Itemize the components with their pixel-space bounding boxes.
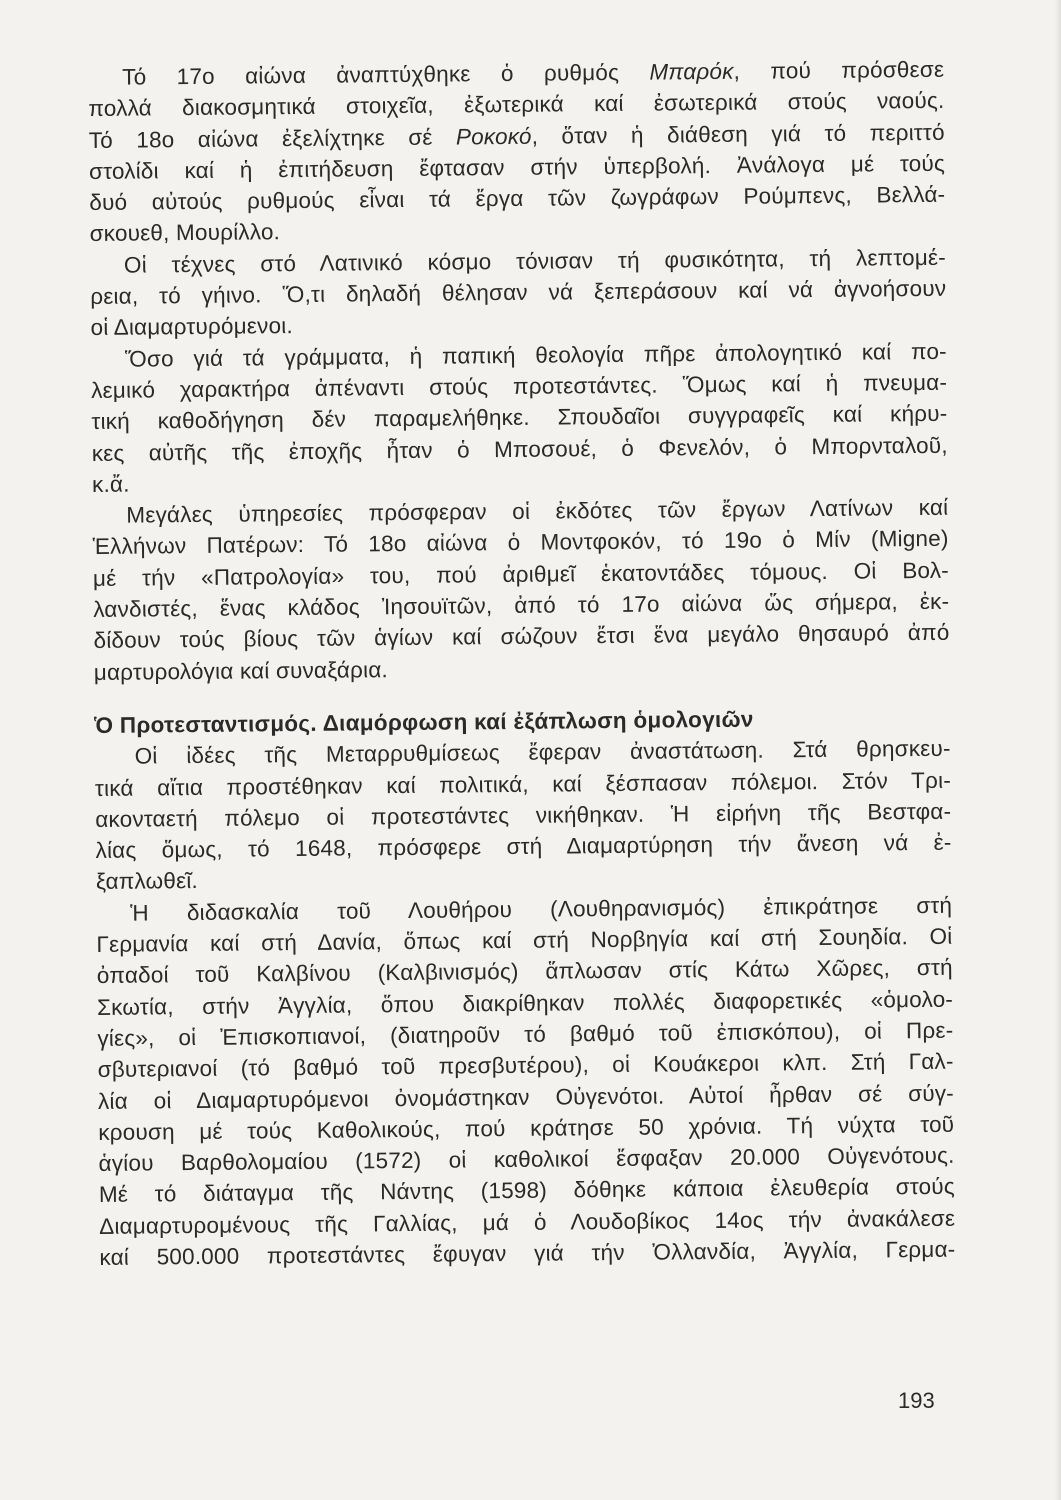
text-line: δυό αὐτούς ρυθμούς εἶναι τά ἔργα τῶν ζωγράφων Ρούμπενς, Βελλά-	[89, 181, 946, 216]
text-line: ὀπαδοί τοῦ Καλβίνου (Καλβινισμός) ἅπλωσαν στίς Κάτω Χῶρες, στή	[96, 955, 953, 989]
text-line: κες αὐτῆς τῆς ἐποχῆς ἦταν ὁ Μποσουέ, ὁ Φενελόν, ὁ Μπορνταλοῦ,	[91, 432, 948, 466]
text-line: Οἱ ἰδέες τῆς Μεταρρυθμίσεως ἔφεραν ἀναστάτωση. Στά θρησκευ-	[134, 735, 951, 769]
text-line: τική καθοδήγηση δέν παραμελήθηκε. Σπουδαῖοι συγγραφεῖς καί κήρυ-	[91, 401, 948, 435]
text-line: οἱ Διαμαρτυρόμενοι.	[90, 313, 293, 341]
text-line: Μέ τό διάταγμα τῆς Νάντης (1598) δόθηκε κάποια ἐλευθερία στούς	[98, 1174, 955, 1208]
paragraph-letters	[91, 335, 948, 500]
text-line: μέ τήν «Πατρολογία» του, πού ἀριθμεῖ ἑκατοντάδες τόμους. Οἱ Βολ-	[92, 557, 950, 591]
paragraph-reformation	[95, 733, 952, 898]
text-line: Οἱ τέχνες στό Λατινικό κόσμο τόνισαν τή φυσικότητα, τή λεπτομέ-	[123, 244, 947, 278]
text-line: δίδουν τούς βίους τῶν ἁγίων καί σώζουν ἔτσι ἕνα μεγάλο θησαυρό ἀπό	[93, 620, 950, 654]
paragraph-latin-arts	[90, 242, 947, 344]
text-line: μαρτυρολόγια καί συναξάρια.	[93, 656, 389, 685]
text-line: ξαπλωθεῖ.	[95, 868, 199, 895]
text-line: λεμικό χαρακτήρα ἀπέναντι στούς προτεστάντες. Ὅμως καί ἡ πνευμα-	[91, 369, 948, 403]
text-line: γίες», οἱ Ἐπισκοπιανοί, (διατηροῦν τό βαθμό τοῦ ἐπισκόπου), οἱ Πρε-	[97, 1017, 954, 1051]
text-line: σβυτεριανοί (τό βαθμό τοῦ πρεσβυτέρου), οἱ Κουάκεροι κλπ. Στή Γαλ-	[97, 1048, 954, 1083]
text-line: τικά αἴτια προστέθηκαν καί πολιτικά, καί ξέσπασαν πόλεμοι. Στόν Τρι-	[94, 767, 952, 801]
style-term: Ροκοκό	[455, 123, 532, 150]
text-line: στολίδι καί ἡ ἐπιτήδευση ἔφτασαν στήν ὑπερβολή. Ἀνάλογα μέ τούς	[88, 150, 946, 184]
text-line: πολλά διακοσμητικά στοιχεῖα, ἐξωτερικά καί ἐσωτερικά στούς ναούς.	[88, 88, 945, 122]
text-line: Ὅσο γιά τά γράμματα, ἡ παπική θεολογία πῆρε ἀπολογητικό καί πο-	[124, 338, 947, 372]
text-line: Γερμανία καί στή Δανία, ὅπως καί στή Νορβηγία καί στή Σουηδία. Οἱ	[96, 923, 953, 957]
text-line: Διαμαρτυρομένους τῆς Γαλλίας, μά ὁ Λουδοβίκος 14ος τήν ἀνακάλεσε	[99, 1205, 956, 1239]
text-line: Ἡ διδασκαλία τοῦ Λουθήρου (Λουθηρανισμός) ἐπικράτησε στή	[130, 892, 953, 926]
text-line: Σκωτία, στήν Ἀγγλία, ὅπου διακρίθηκαν πολλές διαφορετικές «ὁμολο-	[96, 986, 954, 1020]
text-line: κρουση μέ τούς Καθολικούς, πού κράτησε 50 χρόνια. Τή νύχτα τοῦ	[98, 1111, 955, 1145]
page-edge	[1055, 0, 1061, 1500]
paragraph-publishers	[92, 492, 950, 688]
text-line: Μεγάλες ὑπηρεσίες πρόσφεραν οἱ ἐκδότες τῶν ἔργων Λατίνων καί	[126, 494, 949, 528]
text-line: λίας ὅμως, τό 1648, πρόσφερε στή Διαμαρτύρηση τήν ἄνεση νά ἐ-	[95, 829, 952, 864]
text-line: λανδιστές, ἕνας κλάδος Ἰησουϊτῶν, ἀπό τό 17ο αἰώνα ὥς σήμερα, ἐκ-	[93, 588, 950, 623]
section-heading: Ὁ Προτεσταντισμός. Διαμόρφωση καί ἐξάπλωση ὁμολογιῶν	[94, 706, 754, 738]
page-body	[88, 54, 956, 1273]
text-line: ἁγίου Βαρθολομαίου (1572) οἱ καθολικοί ἔσφαξαν 20.000 Οὐγενότους.	[98, 1142, 955, 1177]
text-line: σκουεθ, Μουρίλλο.	[89, 219, 281, 247]
text-line: ρεια, τό γήινο. Ὅ,τι δηλαδή θέλησαν νά ξεπεράσουν καί νά ἀγνοήσουν	[90, 275, 947, 310]
text-line: Ἑλλήνων Πατέρων: Τό 18ο αἰώνα ὁ Μοντφοκόν, τό 19ο ὁ Μίν (Migne)	[92, 526, 949, 560]
text-line: λία οἱ Διαμαρτυρόμενοι ὀνομάστηκαν Οὐγενότοι. Αὐτοί ἦρθαν σέ σύγ-	[97, 1080, 955, 1114]
text-line: Τό 18ο αἰώνα ἐξελίχτηκε σέ Ροκοκό, ὅταν ἡ διάθεση γιά τό περιττό	[88, 119, 945, 153]
text-line: κ.ἄ.	[91, 471, 130, 497]
text-line: ακονταετή πόλεμο οἱ προτεστάντες νικήθηκαν. Ἡ εἰρήνη τῆς Βεστφα-	[95, 798, 952, 832]
paragraph-baroque	[88, 54, 946, 250]
page-number: 193	[898, 1388, 935, 1413]
style-term: Μπαρόκ	[649, 58, 734, 85]
text-line: καί 500.000 προτεστάντες ἔφυγαν γιά τήν Ὀλλανδία, Ἀγγλία, Γερμα-	[99, 1236, 956, 1270]
paragraph-confessions	[96, 889, 956, 1273]
text-line: Τό 17ο αἰώνα ἀναπτύχθηκε ὁ ρυθμός Μπαρόκ, πού πρόσθεσε	[122, 56, 945, 90]
